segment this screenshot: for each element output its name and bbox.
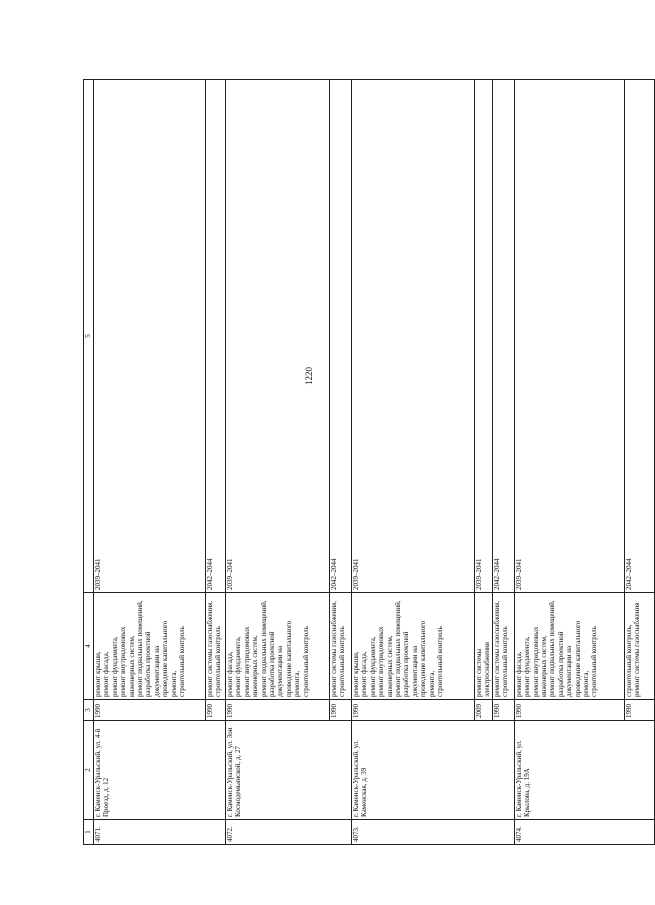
record-works: строительный контроль, ремонт системы газоснабжения [624,593,654,700]
record-number: 4072. [226,820,352,845]
record-year: 1990 [226,700,330,721]
record-year: 1990 [624,700,654,721]
record-year: 1990 [94,700,206,721]
table-row [94,80,206,845]
table-row [514,80,624,845]
record-period: 2039–2041 [94,80,206,593]
record-period: 2039–2041 [475,80,493,593]
record-number: 4073. [352,820,515,845]
record-period: 2042–2044 [492,80,514,593]
column-header: 1 [84,820,94,845]
record-works: ремонт системы электроснабжения [475,593,493,700]
record-works: ремонт фасада, ремонт фундамента, ремонт внутридомовых инженерных систем, ремонт подвальных помещений, разработка проектной документации на проведение капитального ремонта, строительный контроль [514,593,624,700]
page-number: 1220 [304,367,314,385]
record-year: 1990 [352,700,475,721]
record-year: 1990 [514,700,624,721]
record-address: г. Каменск-Уральский, ул. Зои Космодемьянской, д. 27 [226,721,352,820]
record-works: ремонт системы газоснабжения, строительный контроль [330,593,352,700]
record-number: 4071. [94,820,226,845]
record-period: 2042–2044 [206,80,226,593]
rotated-table-container [83,80,642,845]
capital-repair-table [83,79,655,845]
record-period: 2039–2041 [514,80,624,593]
record-address: г. Каменск-Уральский, ул. Каменская, д. 39 [352,721,515,820]
record-year: 1990 [492,700,514,721]
record-works: ремонт крыши, ремонт фасада, ремонт фундамента, ремонт внутридомовых инженерных систем, ремонт подвальных помещений, разработка проектной документации на проведение капитального ремонта, строительный контроль [94,593,206,700]
record-period: 2039–2041 [226,80,330,593]
record-period: 2039–2041 [352,80,475,593]
record-address: г. Каменск-Уральский, ул. 4-й Проезд, д. 12 [94,721,226,820]
table-row [352,80,475,845]
record-works: ремонт системы газоснабжения, строительный контроль [206,593,226,700]
record-year: 1990 [330,700,352,721]
record-year: 2009 [475,700,493,721]
table-row [226,80,330,845]
column-header: 2 [84,721,94,820]
record-period: 2042–2044 [624,80,654,593]
column-header: 4 [84,593,94,700]
column-header: 5 [84,80,94,593]
column-number-row [84,80,94,845]
record-works: ремонт фасада, ремонт фундамента, ремонт внутридомовых инженерных систем, ремонт подвальных помещений, разработка проектной документации на проведение капитального ремонта, строительный контроль [226,593,330,700]
record-works: ремонт крыши, ремонт фасада, ремонт фундамента, ремонт внутридомовых инженерных систем, ремонт подвальных помещений, разработка проектной документации на проведение капитального ремонта, строительный контроль [352,593,475,700]
record-address: г. Каменск-Уральский, ул. Крылова, д. 19А [514,721,654,820]
record-number: 4074. [514,820,654,845]
column-header: 3 [84,700,94,721]
record-works: ремонт системы газоснабжения, строительный контроль [492,593,514,700]
record-year: 1990 [206,700,226,721]
record-period: 2042–2044 [330,80,352,593]
